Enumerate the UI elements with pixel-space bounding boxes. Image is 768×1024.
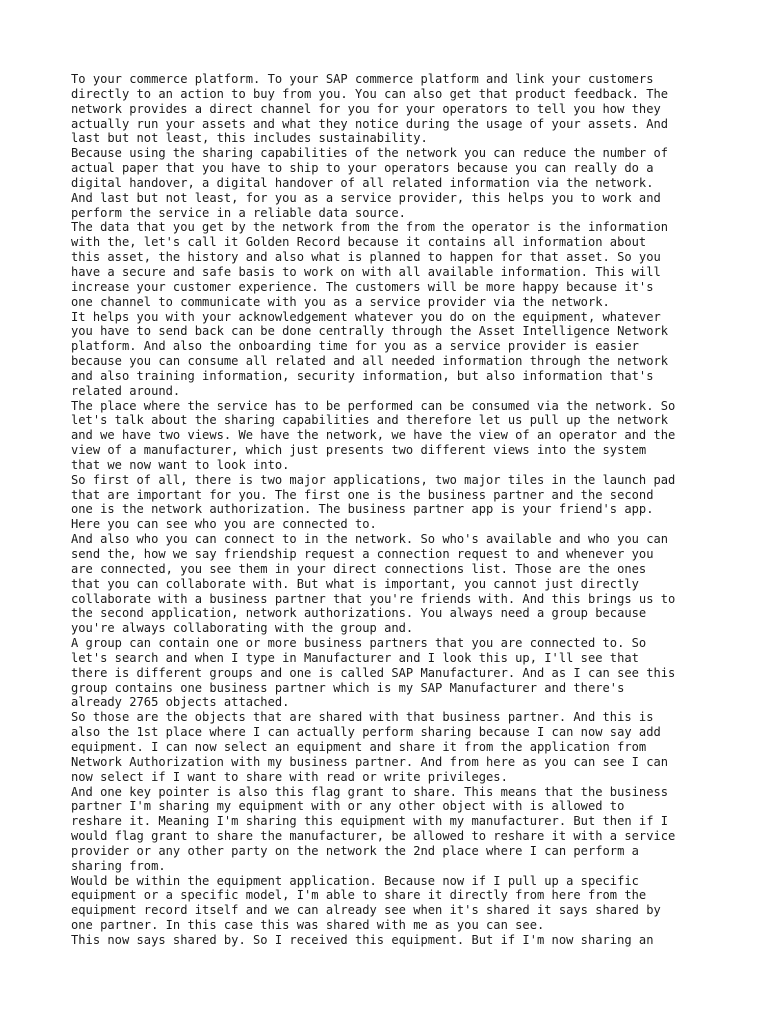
- text-line: let's talk about the sharing capabilities and therefore let us pull up the network: [71, 413, 669, 428]
- text-line: let's search and when I type in Manufacturer and I look this up, I'll see that: [71, 650, 639, 665]
- text-line: This now says shared by. So I received this equipment. But if I'm now sharing an: [71, 932, 654, 947]
- text-line: provider or any other party on the network the 2nd place where I can perform a: [71, 843, 639, 858]
- paragraph: [71, 874, 711, 933]
- text-line: last but not least, this includes sustainability.: [71, 131, 428, 146]
- text-line: would flag grant to share the manufacturer, be allowed to reshare it with a service: [71, 829, 676, 844]
- text-line: A group can contain one or more business partners that you are connected to. So: [71, 636, 647, 651]
- text-line: So first of all, there is two major applications, two major tiles in the launch pad: [71, 472, 676, 487]
- paragraph: [71, 310, 711, 399]
- text-line: equipment or a specific model, I'm able to share it directly from here from the: [71, 888, 647, 903]
- text-line: one partner. In this case this was shared with me as you can see.: [71, 918, 545, 933]
- text-line: are connected, you see them in your direct connections list. Those are the ones: [71, 561, 647, 576]
- text-line: The place where the service has to be performed can be consumed via the network. So: [71, 398, 676, 413]
- text-line: you have to send back can be done centrally through the Asset Intelligence Network: [71, 324, 669, 339]
- paragraph: [71, 710, 711, 784]
- paragraph: [71, 473, 711, 532]
- text-line: So those are the objects that are shared with that business partner. And this is: [71, 710, 654, 725]
- paragraph: [71, 636, 711, 710]
- text-line: related around.: [71, 383, 181, 398]
- text-line: Network Authorization with my business partner. And from here as you can see I can: [71, 754, 669, 769]
- text-line: To your commerce platform. To your SAP commerce platform and link your customers: [71, 72, 654, 86]
- text-line: And also who you can connect to in the network. So who's available and who you can: [71, 532, 669, 547]
- paragraph: [71, 785, 711, 874]
- text-line: sharing from.: [71, 858, 166, 873]
- text-line: the second application, network authorizations. You always need a group because: [71, 606, 647, 621]
- text-line: there is different groups and one is called SAP Manufacturer. And as I can see this: [71, 665, 676, 680]
- paragraph: [71, 532, 711, 636]
- text-line: Because using the sharing capabilities of the network you can reduce the number of: [71, 146, 669, 161]
- text-line: because you can consume all related and all needed information through the network: [71, 354, 669, 369]
- text-line: partner I'm sharing my equipment with or any other object with is allowed to: [71, 799, 625, 814]
- text-line: now select if I want to share with read or write privileges.: [71, 769, 508, 784]
- text-line: It helps you with your acknowledgement whatever you do on the equipment, whatever: [71, 309, 661, 324]
- text-line: this asset, the history and also what is planned to happen for that asset. So you: [71, 250, 661, 265]
- paragraph: [71, 220, 711, 309]
- text-line: reshare it. Meaning I'm sharing this equipment with my manufacturer. But then if I: [71, 814, 669, 829]
- text-line: platform. And also the onboarding time for you as a service provider is easier: [71, 339, 639, 354]
- text-line: one channel to communicate with you as a service provider via the network.: [71, 294, 610, 309]
- document-page: [71, 72, 711, 948]
- text-line: that are important for you. The first one is the business partner and the second: [71, 487, 654, 502]
- paragraph: [71, 72, 711, 146]
- text-line: send the, how we say friendship request a connection request to and whenever you: [71, 547, 654, 561]
- paragraph: [71, 146, 711, 220]
- text-line: already 2765 objects attached.: [71, 695, 290, 710]
- text-line: and also training information, security information, but also information that's: [71, 368, 654, 383]
- text-line: increase your customer experience. The customers will be more happy because it's: [71, 279, 654, 294]
- text-line: that you can collaborate with. But what is important, you cannot just directly: [71, 576, 639, 591]
- text-line: And one key pointer is also this flag grant to share. This means that the business: [71, 784, 669, 799]
- text-line: The data that you get by the network from the from the operator is the information: [71, 220, 669, 235]
- text-line: view of a manufacturer, which just presents two different views into the system: [71, 443, 647, 458]
- text-line: also the 1st place where I can actually perform sharing because I can now say add: [71, 725, 661, 740]
- text-line: directly to an action to buy from you. You can also get that product feedback. The: [71, 86, 669, 101]
- text-line: And last but not least, for you as a service provider, this helps you to work and: [71, 190, 661, 205]
- text-line: actual paper that you have to ship to your operators because you can really do a: [71, 161, 654, 176]
- text-line: digital handover, a digital handover of all related information via the network.: [71, 175, 654, 190]
- text-line: actually run your assets and what they notice during the usage of your assets. And: [71, 116, 669, 131]
- text-line: network provides a direct channel for you for your operators to tell you how they: [71, 101, 661, 116]
- text-line: and we have two views. We have the network, we have the view of an operator and the: [71, 428, 676, 443]
- text-line: equipment record itself and we can already see when it's shared it says shared by: [71, 903, 661, 918]
- paragraph: [71, 933, 711, 948]
- text-line: have a secure and safe basis to work on with all available information. This will: [71, 264, 661, 279]
- text-line: one is the network authorization. The business partner app is your friend's app.: [71, 502, 654, 517]
- text-line: you're always collaborating with the group and.: [71, 621, 414, 636]
- text-line: collaborate with a business partner that you're friends with. And this brings us to: [71, 591, 676, 606]
- paragraph: [71, 399, 711, 473]
- text-line: group contains one business partner which is my SAP Manufacturer and there's: [71, 680, 625, 695]
- text-line: with the, let's call it Golden Record because it contains all information about: [71, 235, 647, 250]
- text-line: Would be within the equipment application. Because now if I pull up a specific: [71, 873, 639, 888]
- text-line: perform the service in a reliable data source.: [71, 205, 406, 220]
- text-line: that we now want to look into.: [71, 457, 290, 472]
- text-line: equipment. I can now select an equipment and share it from the application from: [71, 739, 647, 754]
- text-line: Here you can see who you are connected to.: [71, 517, 377, 532]
